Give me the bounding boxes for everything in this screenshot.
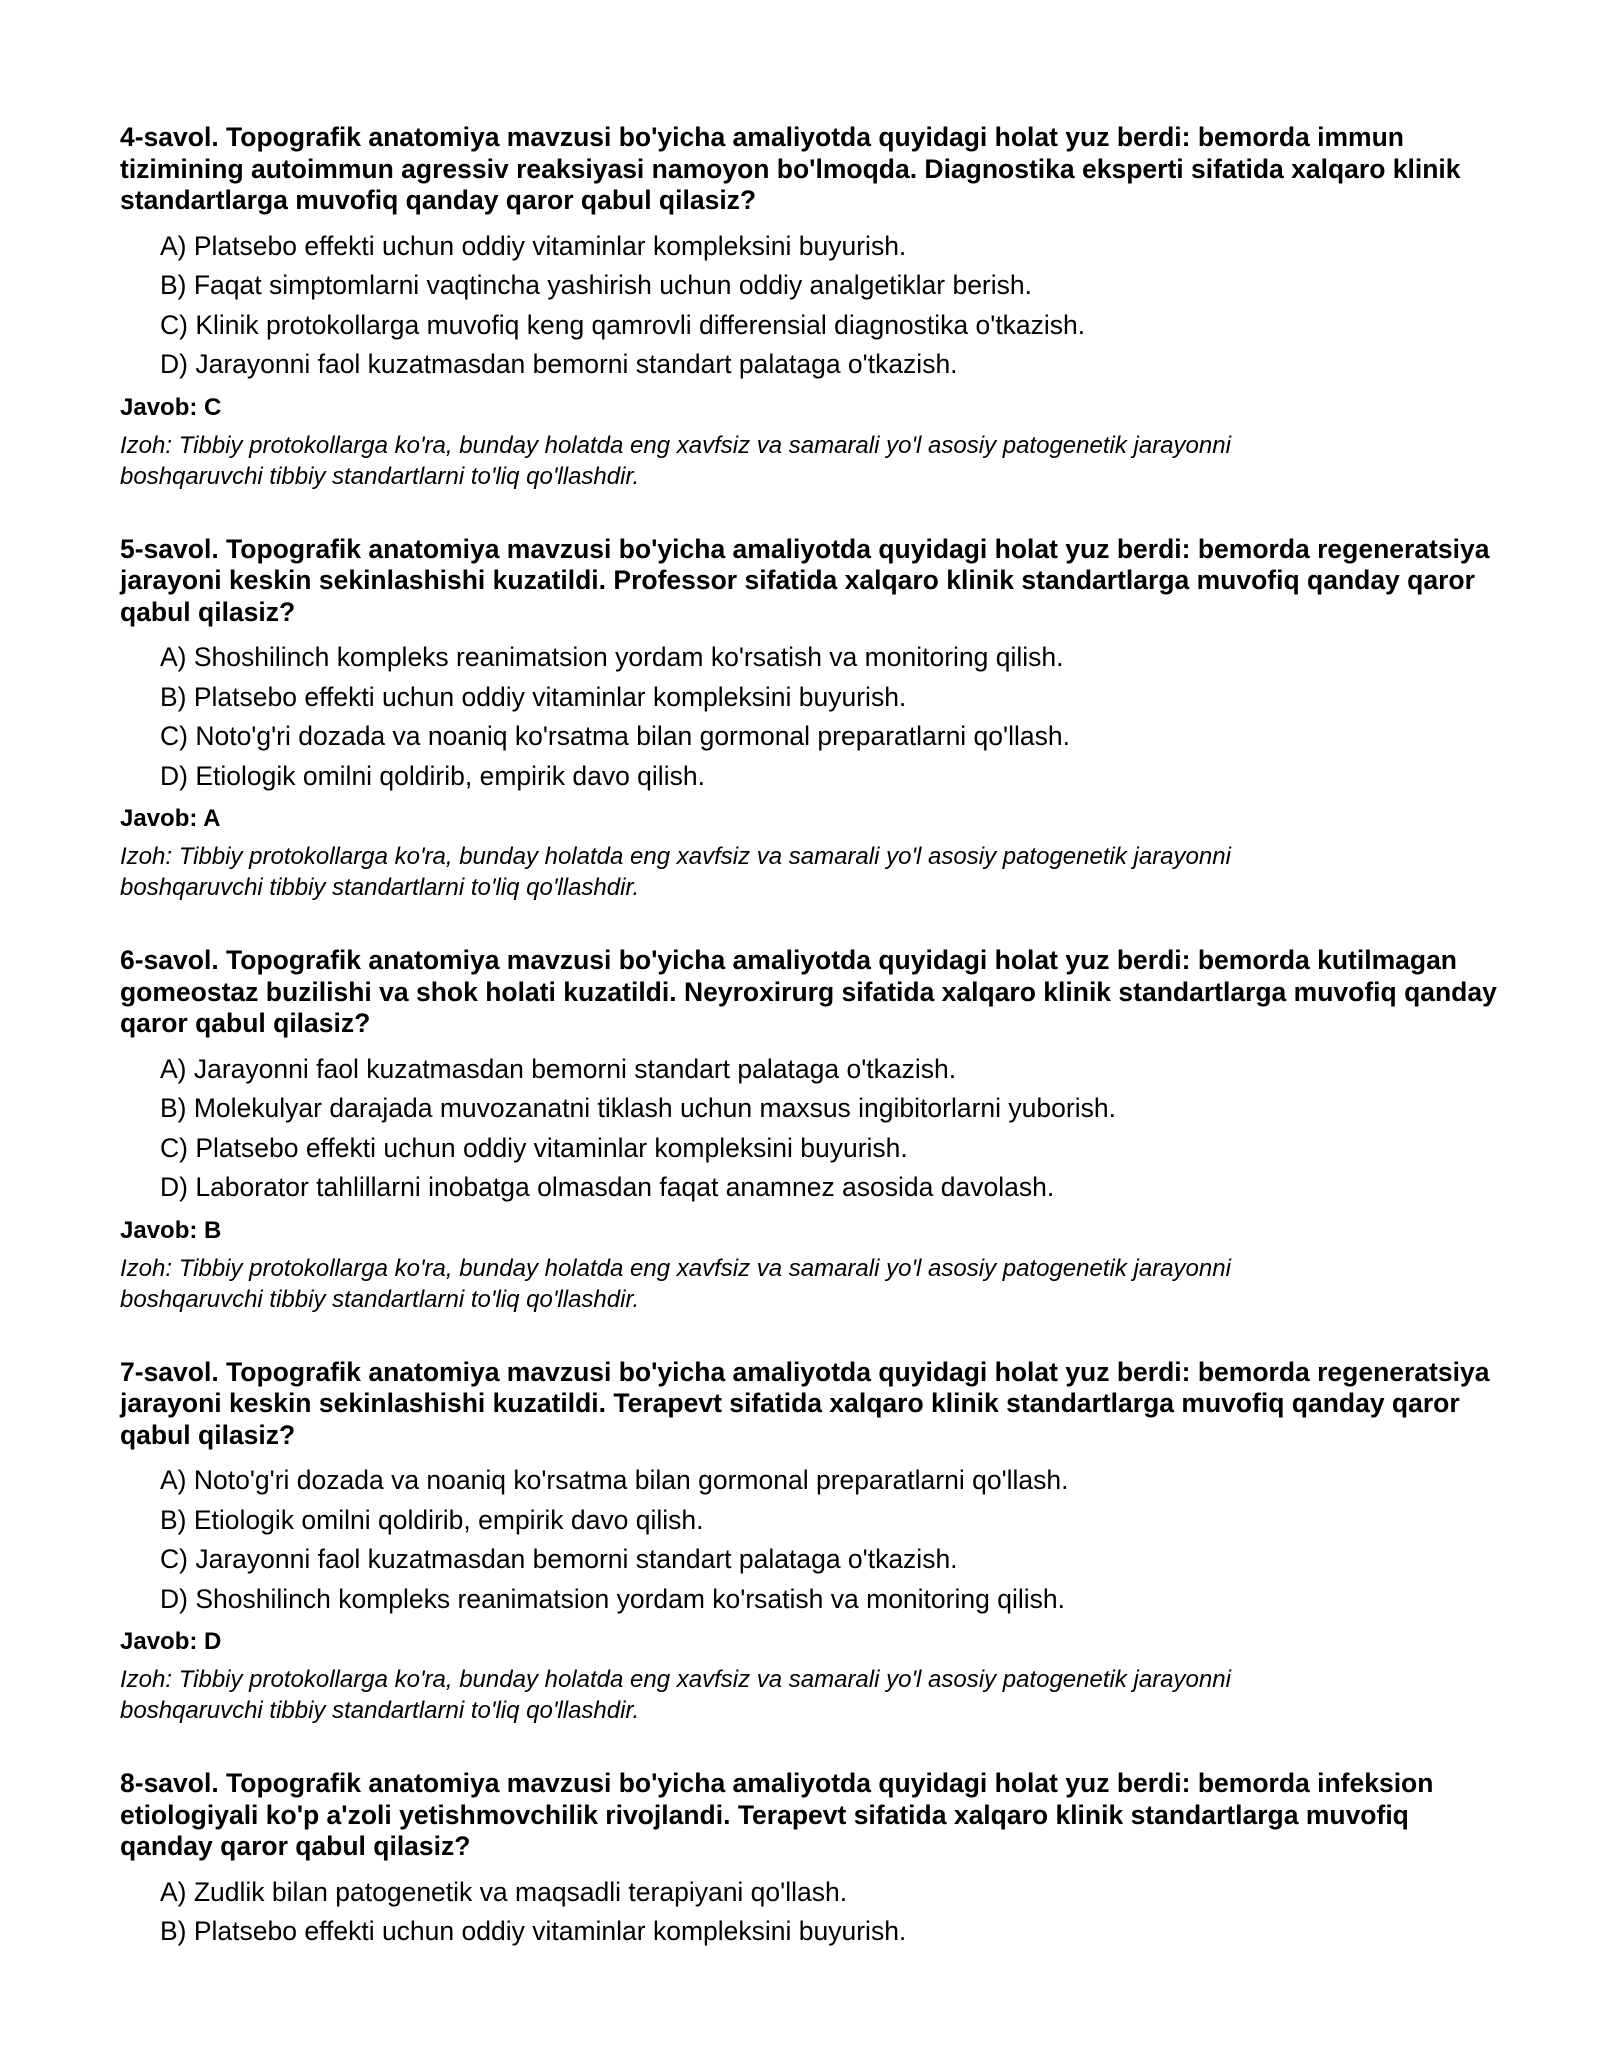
- option-c: C) Platsebo effekti uchun oddiy vitaminlar kompleksini buyurish.: [160, 1132, 908, 1163]
- options-list: [120, 1873, 1500, 1952]
- option-a: A) Noto'g'ri dozada va noaniq ko'rsatma bilan gormonal preparatlarni qo'llash.: [160, 1465, 1069, 1495]
- answer-line: Javob: A: [120, 805, 221, 832]
- explanation-note: Izoh: Tibbiy protokollarga ko'ra, bunday holatda eng xavfsiz va samarali yo'l asosiy patogenetik jarayonni boshqaruvchi tibbiy standartlarni to'liq qo'llashdir.: [120, 843, 1231, 901]
- options-list: [120, 638, 1500, 796]
- option-b: B) Etiologik omilni qoldirib, empirik davo qilish.: [160, 1504, 704, 1535]
- options-list: [120, 227, 1500, 385]
- question-block: [120, 1768, 1500, 1952]
- question-block: [120, 534, 1500, 904]
- option-b: B) Molekulyar darajada muvozanatni tiklash uchun maxsus ingibitorlarni yuborish.: [160, 1093, 1116, 1123]
- option-a: A) Jarayonni faol kuzatmasdan bemorni standart palataga o'tkazish.: [160, 1053, 957, 1084]
- option-d: D) Jarayonni faol kuzatmasdan bemorni standart palataga o'tkazish.: [160, 349, 958, 379]
- option-c: C) Noto'g'ri dozada va noaniq ko'rsatma bilan gormonal preparatlarni qo'llash.: [160, 721, 1070, 751]
- question-block: [120, 1357, 1500, 1727]
- question-text: 4-savol. Topografik anatomiya mavzusi bo'yicha amaliyotda quyidagi holat yuz berdi: bemorda immun tizimining autoimmun agressiv reaksiyasi namoyon bo'lmoqda. Diagnostika eksperti sifatida xalqaro klinik standartlarga muvofiq qanday qaror qabul qilasiz?: [120, 122, 1461, 215]
- document-page: [120, 122, 1500, 1994]
- option-b: B) Platsebo effekti uchun oddiy vitaminlar kompleksini buyurish.: [160, 1916, 907, 1946]
- option-c: C) Klinik protokollarga muvofiq keng qamrovli differensial diagnostika o'tkazish.: [160, 309, 1086, 340]
- question-block: [120, 945, 1500, 1315]
- answer-line: Javob: B: [120, 1216, 222, 1244]
- answer-line: Javob: D: [120, 1628, 222, 1655]
- answer-line: Javob: C: [120, 393, 222, 421]
- option-a: A) Zudlik bilan patogenetik va maqsadli terapiyani qo'llash.: [160, 1876, 848, 1907]
- option-a: A) Shoshilinch kompleks reanimatsion yordam ko'rsatish va monitoring qilish.: [160, 642, 1064, 672]
- explanation-note: Izoh: Tibbiy protokollarga ko'ra, bunday holatda eng xavfsiz va samarali yo'l asosiy patogenetik jarayonni boshqaruvchi tibbiy standartlarni to'liq qo'llashdir.: [120, 1254, 1231, 1313]
- option-b: B) Faqat simptomlarni vaqtincha yashirish uchun oddiy analgetiklar berish.: [160, 270, 1032, 300]
- question-text: 8-savol. Topografik anatomiya mavzusi bo'yicha amaliyotda quyidagi holat yuz berdi: bemorda infeksion etiologiyali ko'p a'zoli yetishmovchilik rivojlandi. Terapevt sifatida xalqaro klinik standartlarga muvofiq qanday qaror qabul qilasiz?: [120, 1768, 1434, 1861]
- option-d: D) Laborator tahlillarni inobatga olmasdan faqat anamnez asosida davolash.: [160, 1172, 1055, 1202]
- explanation-note: Izoh: Tibbiy protokollarga ko'ra, bunday holatda eng xavfsiz va samarali yo'l asosiy patogenetik jarayonni boshqaruvchi tibbiy standartlarni to'liq qo'llashdir.: [120, 431, 1231, 490]
- explanation-note: Izoh: Tibbiy protokollarga ko'ra, bunday holatda eng xavfsiz va samarali yo'l asosiy patogenetik jarayonni boshqaruvchi tibbiy standartlarni to'liq qo'llashdir.: [120, 1666, 1231, 1724]
- option-c: C) Jarayonni faol kuzatmasdan bemorni standart palataga o'tkazish.: [160, 1544, 958, 1574]
- option-d: D) Shoshilinch kompleks reanimatsion yordam ko'rsatish va monitoring qilish.: [160, 1583, 1065, 1614]
- options-list: [120, 1461, 1500, 1619]
- options-list: [120, 1050, 1500, 1208]
- question-text: 5-savol. Topografik anatomiya mavzusi bo'yicha amaliyotda quyidagi holat yuz berdi: bemorda regeneratsiya jarayoni keskin sekinlashishi kuzatildi. Professor sifatida xalqaro klinik standartlarga muvofiq qanday qaror qabul qilasiz?: [120, 533, 1490, 627]
- option-a: A) Platsebo effekti uchun oddiy vitaminlar kompleksini buyurish.: [160, 230, 907, 261]
- question-block: [120, 122, 1500, 492]
- option-d: D) Etiologik omilni qoldirib, empirik davo qilish.: [160, 760, 705, 791]
- option-b: B) Platsebo effekti uchun oddiy vitaminlar kompleksini buyurish.: [160, 681, 907, 712]
- question-text: 6-savol. Topografik anatomiya mavzusi bo'yicha amaliyotda quyidagi holat yuz berdi: bemorda kutilmagan gomeostaz buzilishi va shok holati kuzatildi. Neyroxirurg sifatida xalqaro klinik standartlarga muvofiq qanday qaror qabul qilasiz?: [120, 945, 1497, 1038]
- question-text: 7-savol. Topografik anatomiya mavzusi bo'yicha amaliyotda quyidagi holat yuz berdi: bemorda regeneratsiya jarayoni keskin sekinlashishi kuzatildi. Terapevt sifatida xalqaro klinik standartlarga muvofiq qanday qaror qabul qilasiz?: [120, 1356, 1490, 1450]
